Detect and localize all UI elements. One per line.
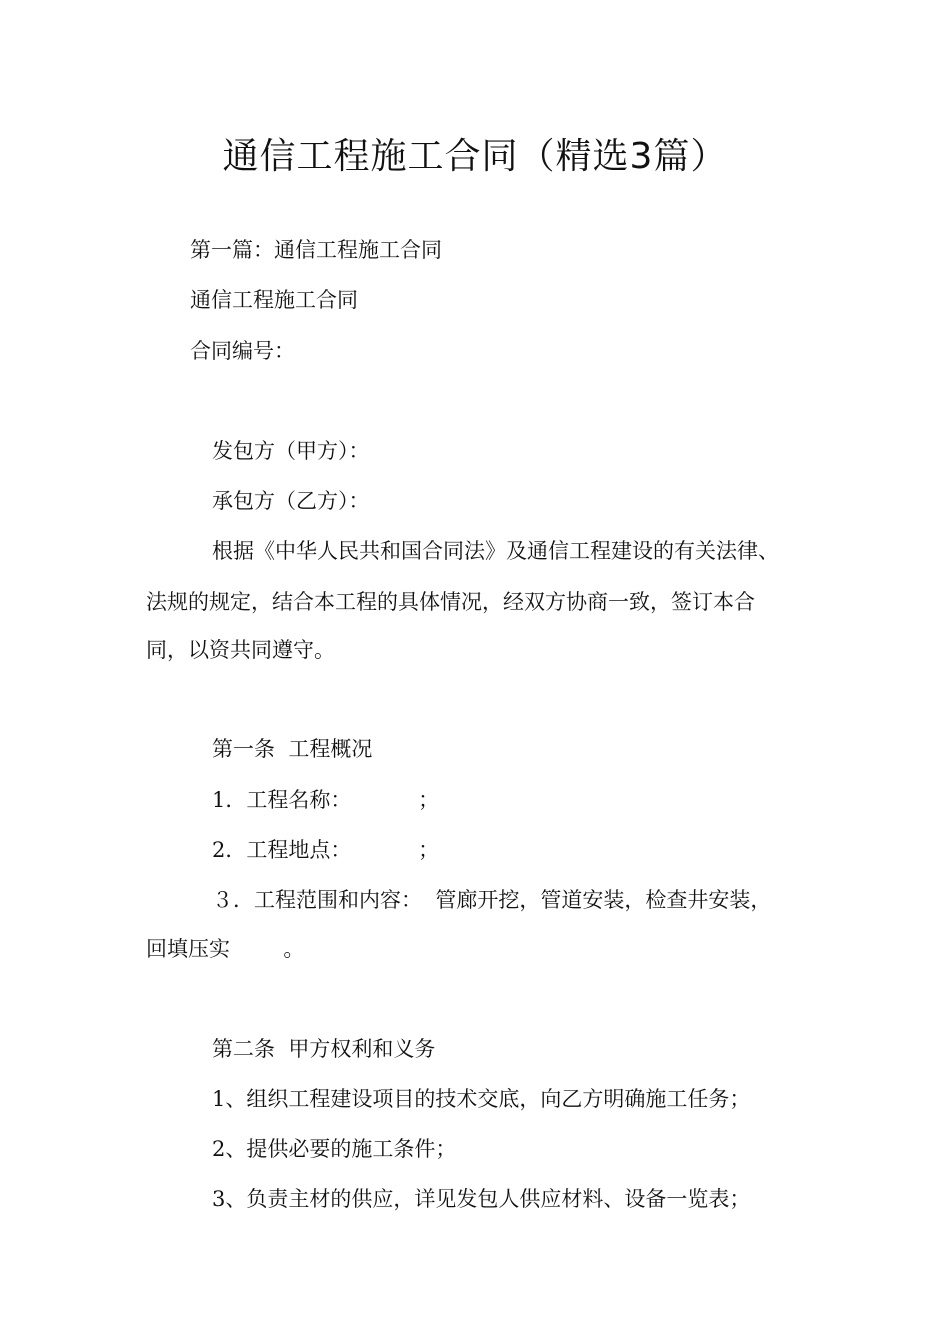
article-1-item: 2．工程地点： ； [212,838,440,862]
document-title: 通信工程施工合同（精选3篇） [222,136,728,177]
preamble-line: 同，以资共同遵守。 [146,638,335,662]
part-heading: 第一篇：通信工程施工合同 [190,238,442,262]
contract-number-label: 合同编号： [190,339,295,363]
preamble-line: 法规的规定，结合本工程的具体情况，经双方协商一致，签订本合 [146,590,755,614]
article-1-item: 1．工程名称： ； [212,788,440,812]
article-1-item: 回填压实 。 [146,937,305,961]
article-2-item: 2、提供必要的施工条件； [212,1137,457,1161]
article-1-item: ３．工程范围和内容： 管廊开挖，管道安装，检查井安装， [212,888,772,912]
article-2-item: 3、负责主材的供应，详见发包人供应材料、设备一览表； [212,1187,751,1211]
article-1-heading: 第一条 工程概况 [212,737,373,761]
party-a-label: 发包方（甲方）： [212,439,370,463]
preamble-line: 根据《中华人民共和国合同法》及通信工程建设的有关法律、 [212,539,779,563]
article-2-heading: 第二条 甲方权利和义务 [212,1037,436,1061]
party-b-label: 承包方（乙方）： [212,489,370,513]
contract-name: 通信工程施工合同 [190,288,358,312]
article-2-item: 1、组织工程建设项目的技术交底，向乙方明确施工任务； [212,1087,751,1111]
